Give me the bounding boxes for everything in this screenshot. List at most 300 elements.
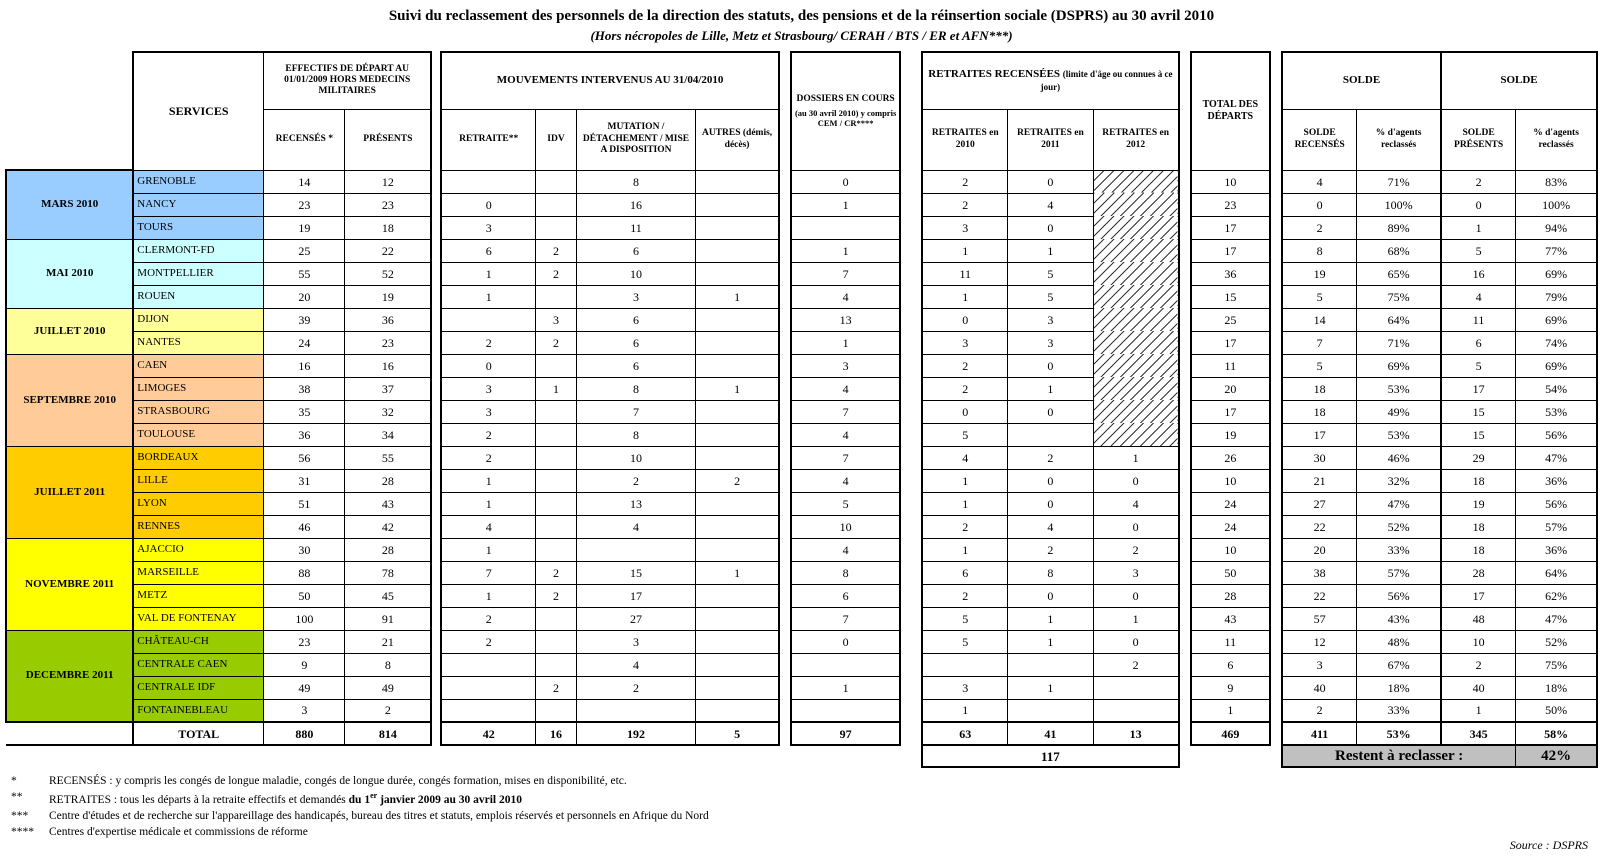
table-row bbox=[1282, 561, 1597, 584]
table-row bbox=[1191, 285, 1270, 308]
data-cell bbox=[536, 630, 577, 653]
data-cell: 100% bbox=[1357, 193, 1441, 216]
data-cell: 50 bbox=[1191, 561, 1270, 584]
data-cell: 1 bbox=[1093, 607, 1178, 630]
data-cell: 16 bbox=[345, 354, 431, 377]
footnote-text bbox=[49, 791, 522, 806]
data-cell: 18% bbox=[1516, 676, 1597, 699]
presents-column-header: PRÉSENTS bbox=[345, 109, 431, 170]
table-row bbox=[1191, 331, 1270, 354]
data-cell: 28 bbox=[1191, 584, 1270, 607]
data-cell: 20 bbox=[264, 285, 345, 308]
data-cell: 6 bbox=[576, 308, 695, 331]
data-cell: 11 bbox=[1441, 308, 1516, 331]
table-row bbox=[791, 308, 900, 331]
table-row bbox=[441, 400, 779, 423]
data-cell: 26 bbox=[1191, 446, 1270, 469]
data-cell: 49 bbox=[264, 676, 345, 699]
table-row bbox=[1191, 446, 1270, 469]
table-row bbox=[922, 216, 1178, 239]
table-row bbox=[1191, 699, 1270, 722]
data-cell: 37 bbox=[345, 377, 431, 400]
footnote-cerah bbox=[11, 810, 1598, 822]
retraites-total-row bbox=[922, 745, 1178, 767]
retraites-2010-column-header: RETRAITES en 2010 bbox=[922, 109, 1007, 170]
data-cell: 2 bbox=[1093, 538, 1178, 561]
data-cell bbox=[696, 308, 779, 331]
table-row bbox=[1191, 653, 1270, 676]
data-cell: 56 bbox=[264, 446, 345, 469]
hatched-cell bbox=[1093, 400, 1178, 423]
data-cell: 3 bbox=[922, 216, 1007, 239]
data-cell: 30 bbox=[1282, 446, 1357, 469]
service-cell: RENNES bbox=[133, 515, 263, 538]
data-cell: 17 bbox=[576, 584, 695, 607]
month-group-cell: MARS 2010 bbox=[6, 170, 133, 239]
data-cell: 4 bbox=[1008, 193, 1093, 216]
data-cell: 2 bbox=[922, 170, 1007, 193]
table-row bbox=[441, 699, 779, 722]
data-cell bbox=[441, 653, 535, 676]
hatched-cell bbox=[1093, 285, 1178, 308]
retraites-header-paren: (limite d'âge ou connues à ce jour) bbox=[1040, 68, 1173, 92]
data-cell: 192 bbox=[576, 722, 695, 745]
data-cell: 65% bbox=[1357, 262, 1441, 285]
data-cell: 56% bbox=[1516, 492, 1597, 515]
data-cell: 39 bbox=[264, 308, 345, 331]
data-cell: 7 bbox=[441, 561, 535, 584]
data-cell bbox=[696, 216, 779, 239]
data-cell: 1 bbox=[1093, 446, 1178, 469]
hatched-cell bbox=[1093, 308, 1178, 331]
table-row bbox=[922, 492, 1178, 515]
data-cell: 69% bbox=[1516, 308, 1597, 331]
table-row bbox=[922, 446, 1178, 469]
data-cell: 0 bbox=[1008, 400, 1093, 423]
table-row bbox=[441, 193, 779, 216]
data-cell: 11 bbox=[1191, 354, 1270, 377]
data-cell: 2 bbox=[922, 515, 1007, 538]
data-cell: 36% bbox=[1516, 469, 1597, 492]
data-cell: 27 bbox=[1282, 492, 1357, 515]
data-cell: 17 bbox=[1441, 584, 1516, 607]
data-cell: 2 bbox=[1282, 216, 1357, 239]
table-row bbox=[441, 607, 779, 630]
data-cell: 6 bbox=[791, 584, 900, 607]
service-cell: CENTRALE IDF bbox=[133, 676, 263, 699]
data-cell: 5 bbox=[696, 722, 779, 745]
data-cell: 3 bbox=[441, 377, 535, 400]
table-row bbox=[6, 354, 431, 377]
data-cell: 1 bbox=[441, 538, 535, 561]
data-cell: 2 bbox=[441, 331, 535, 354]
table-row bbox=[441, 354, 779, 377]
data-cell: 4 bbox=[791, 469, 900, 492]
table-row bbox=[6, 308, 431, 331]
table-row bbox=[441, 492, 779, 515]
data-cell: 1 bbox=[536, 377, 577, 400]
table-row bbox=[922, 607, 1178, 630]
data-cell: 15 bbox=[1191, 285, 1270, 308]
data-cell: 469 bbox=[1191, 722, 1270, 745]
data-cell: 20 bbox=[1191, 377, 1270, 400]
table-row bbox=[791, 561, 900, 584]
data-cell: 1 bbox=[441, 285, 535, 308]
data-cell: 2 bbox=[922, 584, 1007, 607]
data-cell bbox=[696, 170, 779, 193]
table-row bbox=[441, 561, 779, 584]
data-cell: 27 bbox=[576, 607, 695, 630]
table-row bbox=[6, 446, 431, 469]
data-cell: 1 bbox=[922, 285, 1007, 308]
data-cell: 52 bbox=[345, 262, 431, 285]
data-cell: 53% bbox=[1357, 423, 1441, 446]
data-cell: 1 bbox=[441, 492, 535, 515]
data-cell: 57% bbox=[1357, 561, 1441, 584]
table-row bbox=[441, 423, 779, 446]
data-cell: 55 bbox=[345, 446, 431, 469]
data-cell bbox=[576, 699, 695, 722]
table-row bbox=[791, 630, 900, 653]
data-cell: 50% bbox=[1516, 699, 1597, 722]
data-cell: 7 bbox=[791, 400, 900, 423]
footnote-text: Centre d'études et de recherche sur l'appareillage des handicapés, bureau des titres et statuts, emplois réservés et personnels en Afrique du Nord bbox=[49, 809, 709, 822]
data-cell: 20 bbox=[1282, 538, 1357, 561]
data-cell: 5 bbox=[1441, 239, 1516, 262]
data-cell: 2 bbox=[922, 377, 1007, 400]
total-row bbox=[791, 722, 900, 745]
data-cell: 16 bbox=[536, 722, 577, 745]
data-cell: 10 bbox=[1191, 469, 1270, 492]
data-cell bbox=[536, 538, 577, 561]
data-cell: 18 bbox=[1441, 538, 1516, 561]
data-cell: 68% bbox=[1357, 239, 1441, 262]
total-departs-column-header: TOTAL DES DÉPARTS bbox=[1191, 52, 1270, 170]
data-cell: 36 bbox=[264, 423, 345, 446]
data-cell: 75% bbox=[1516, 653, 1597, 676]
data-cell: 58% bbox=[1516, 722, 1597, 745]
data-cell: 18 bbox=[1282, 400, 1357, 423]
data-cell: 22 bbox=[1282, 584, 1357, 607]
pct-reclasses-recenses-column-header: % d'agents reclassés bbox=[1357, 109, 1441, 170]
data-cell: 97 bbox=[791, 722, 900, 745]
data-cell: 51 bbox=[264, 492, 345, 515]
data-cell: 4 bbox=[791, 377, 900, 400]
table-row bbox=[1191, 607, 1270, 630]
total-row bbox=[922, 722, 1178, 745]
footnote-cem bbox=[11, 826, 1598, 838]
data-cell: 3 bbox=[922, 676, 1007, 699]
service-cell: ROUEN bbox=[133, 285, 263, 308]
data-cell: 29 bbox=[1441, 446, 1516, 469]
data-cell: 40 bbox=[1441, 676, 1516, 699]
table-row bbox=[791, 607, 900, 630]
table-row bbox=[441, 446, 779, 469]
table-row bbox=[791, 331, 900, 354]
data-cell: 25 bbox=[1191, 308, 1270, 331]
data-cell: 28 bbox=[1441, 561, 1516, 584]
data-cell: 1 bbox=[791, 239, 900, 262]
table-row bbox=[1282, 262, 1597, 285]
service-cell: TOULOUSE bbox=[133, 423, 263, 446]
data-cell: 71% bbox=[1357, 331, 1441, 354]
data-cell: 2 bbox=[536, 561, 577, 584]
retraites-total-cell: 117 bbox=[922, 745, 1178, 767]
data-cell: 31 bbox=[264, 469, 345, 492]
data-cell: 34 bbox=[345, 423, 431, 446]
data-cell: 8 bbox=[345, 653, 431, 676]
table-row bbox=[922, 354, 1178, 377]
data-cell bbox=[536, 423, 577, 446]
data-cell: 1 bbox=[922, 469, 1007, 492]
idv-column-header: IDV bbox=[536, 109, 577, 170]
data-cell: 4 bbox=[441, 515, 535, 538]
table-row bbox=[791, 400, 900, 423]
service-cell: LIMOGES bbox=[133, 377, 263, 400]
table-row bbox=[1191, 400, 1270, 423]
table-row bbox=[1191, 377, 1270, 400]
data-cell: 67% bbox=[1357, 653, 1441, 676]
data-cell: 69% bbox=[1357, 354, 1441, 377]
data-cell: 0 bbox=[791, 170, 900, 193]
footnote-bold-post: janvier 2009 au 30 avril 2010 bbox=[377, 793, 522, 806]
data-cell: 2 bbox=[1441, 653, 1516, 676]
data-cell: 4 bbox=[791, 423, 900, 446]
data-cell: 53% bbox=[1357, 722, 1441, 745]
data-cell: 4 bbox=[576, 515, 695, 538]
data-cell: 4 bbox=[791, 538, 900, 561]
data-cell: 13 bbox=[791, 308, 900, 331]
footnote-recenses bbox=[11, 775, 1598, 787]
data-cell: 1 bbox=[1008, 630, 1093, 653]
total-row bbox=[6, 722, 431, 745]
data-cell: 42 bbox=[441, 722, 535, 745]
data-cell bbox=[1093, 676, 1178, 699]
service-cell: TOURS bbox=[133, 216, 263, 239]
service-cell: BORDEAUX bbox=[133, 446, 263, 469]
hatched-cell bbox=[1093, 170, 1178, 193]
data-cell: 1 bbox=[696, 377, 779, 400]
table-row bbox=[1191, 216, 1270, 239]
data-cell: 47% bbox=[1516, 607, 1597, 630]
month-group-cell: NOVEMBRE 2011 bbox=[6, 538, 133, 630]
data-cell: 10 bbox=[1441, 630, 1516, 653]
reclasser-row bbox=[1282, 745, 1597, 767]
data-cell: 64% bbox=[1516, 561, 1597, 584]
data-cell bbox=[536, 699, 577, 722]
data-cell: 38 bbox=[264, 377, 345, 400]
data-cell: 1 bbox=[791, 193, 900, 216]
table-row bbox=[441, 170, 779, 193]
table-row bbox=[791, 423, 900, 446]
data-cell: 21 bbox=[345, 630, 431, 653]
table-row bbox=[922, 584, 1178, 607]
data-cell: 4 bbox=[791, 285, 900, 308]
dossiers-header-title: DOSSIERS EN COURS bbox=[796, 94, 895, 105]
data-cell: 2 bbox=[1282, 699, 1357, 722]
table-row bbox=[1282, 607, 1597, 630]
table-row bbox=[6, 239, 431, 262]
table-row bbox=[441, 308, 779, 331]
data-cell: 2 bbox=[576, 676, 695, 699]
data-cell: 7 bbox=[1282, 331, 1357, 354]
data-cell: 46 bbox=[264, 515, 345, 538]
data-cell: 13 bbox=[576, 492, 695, 515]
table-row bbox=[1282, 699, 1597, 722]
data-cell: 2 bbox=[922, 354, 1007, 377]
table-row bbox=[922, 193, 1178, 216]
total-label: TOTAL bbox=[133, 722, 263, 745]
table-row bbox=[1282, 653, 1597, 676]
data-cell: 18% bbox=[1357, 676, 1441, 699]
solde-recenses-column-header: SOLDE RECENSÉS bbox=[1282, 109, 1357, 170]
service-cell: CENTRALE CAEN bbox=[133, 653, 263, 676]
data-cell: 2 bbox=[576, 469, 695, 492]
data-cell: 12 bbox=[1282, 630, 1357, 653]
data-cell: 1 bbox=[922, 239, 1007, 262]
data-cell: 78 bbox=[345, 561, 431, 584]
source-label: Source : DSPRS bbox=[1509, 838, 1588, 852]
data-cell: 33% bbox=[1357, 699, 1441, 722]
data-cell: 3 bbox=[576, 285, 695, 308]
table-row bbox=[1191, 193, 1270, 216]
table-row bbox=[791, 216, 900, 239]
data-cell: 4 bbox=[922, 446, 1007, 469]
data-cell: 49% bbox=[1357, 400, 1441, 423]
table-row bbox=[922, 469, 1178, 492]
data-cell: 1 bbox=[1191, 699, 1270, 722]
data-cell: 52% bbox=[1357, 515, 1441, 538]
table-row bbox=[6, 630, 431, 653]
data-cell: 40 bbox=[1282, 676, 1357, 699]
data-cell: 14 bbox=[1282, 308, 1357, 331]
service-cell: METZ bbox=[133, 584, 263, 607]
table-row bbox=[922, 653, 1178, 676]
data-cell: 3 bbox=[791, 354, 900, 377]
data-cell: 814 bbox=[345, 722, 431, 745]
table-row bbox=[1191, 584, 1270, 607]
data-cell bbox=[696, 446, 779, 469]
data-cell: 8 bbox=[576, 377, 695, 400]
table-row bbox=[1191, 676, 1270, 699]
data-cell: 50 bbox=[264, 584, 345, 607]
footnote-text-bold bbox=[348, 791, 522, 806]
data-cell: 5 bbox=[791, 492, 900, 515]
table-row bbox=[791, 285, 900, 308]
data-cell bbox=[696, 492, 779, 515]
recenses-column-header: RECENSÉS * bbox=[264, 109, 345, 170]
data-cell: 2 bbox=[922, 193, 1007, 216]
retraites-group-header bbox=[922, 52, 1178, 109]
reclasser-label: Restent à reclasser : bbox=[1282, 745, 1516, 767]
data-cell bbox=[1008, 423, 1093, 446]
data-cell: 2 bbox=[536, 331, 577, 354]
table-row bbox=[1191, 262, 1270, 285]
data-cell bbox=[536, 216, 577, 239]
table-area bbox=[5, 51, 1598, 768]
total-row bbox=[441, 722, 779, 745]
table-row bbox=[791, 446, 900, 469]
data-cell: 10 bbox=[576, 446, 695, 469]
data-cell: 100% bbox=[1516, 193, 1597, 216]
data-cell: 2 bbox=[441, 423, 535, 446]
page-title: Suivi du reclassement des personnels de la direction des statuts, des pensions et de la réinsertion sociale (DSPRS) au 30 avril 2010 bbox=[388, 8, 1215, 24]
data-cell bbox=[576, 538, 695, 561]
table-row bbox=[791, 492, 900, 515]
data-cell: 52% bbox=[1516, 630, 1597, 653]
table-row bbox=[1282, 538, 1597, 561]
table-row bbox=[922, 400, 1178, 423]
data-cell: 53% bbox=[1516, 400, 1597, 423]
table-row bbox=[441, 538, 779, 561]
data-cell: 2 bbox=[536, 239, 577, 262]
data-cell: 0 bbox=[1441, 193, 1516, 216]
footnote-bold-pre: du 1 bbox=[348, 793, 371, 806]
table-row bbox=[791, 515, 900, 538]
table-row bbox=[441, 377, 779, 400]
table-row bbox=[441, 262, 779, 285]
data-cell: 11 bbox=[922, 262, 1007, 285]
total-row bbox=[1191, 722, 1270, 745]
table-row bbox=[922, 308, 1178, 331]
retraites-2012-column-header: RETRAITES en 2012 bbox=[1093, 109, 1178, 170]
table-row bbox=[1191, 423, 1270, 446]
data-cell: 19 bbox=[1191, 423, 1270, 446]
data-cell: 53% bbox=[1357, 377, 1441, 400]
data-cell: 3 bbox=[1008, 331, 1093, 354]
data-cell: 1 bbox=[791, 676, 900, 699]
data-cell: 17 bbox=[1191, 239, 1270, 262]
service-cell: MARSEILLE bbox=[133, 561, 263, 584]
data-cell: 16 bbox=[576, 193, 695, 216]
hatched-cell bbox=[1093, 423, 1178, 446]
data-cell: 47% bbox=[1357, 492, 1441, 515]
table-row bbox=[922, 561, 1178, 584]
data-cell: 1 bbox=[1008, 676, 1093, 699]
retraites-2011-column-header: RETRAITES en 2011 bbox=[1008, 109, 1093, 170]
table-row bbox=[1191, 630, 1270, 653]
data-cell: 21 bbox=[1282, 469, 1357, 492]
table-row bbox=[922, 699, 1178, 722]
table-row bbox=[1282, 285, 1597, 308]
data-cell: 1 bbox=[922, 538, 1007, 561]
table-row bbox=[441, 216, 779, 239]
data-cell: 0 bbox=[1093, 515, 1178, 538]
services-effectifs-table bbox=[5, 51, 432, 746]
table-row bbox=[791, 170, 900, 193]
data-cell: 10 bbox=[1191, 170, 1270, 193]
table-row bbox=[441, 584, 779, 607]
table-row bbox=[922, 377, 1178, 400]
table-row bbox=[1191, 239, 1270, 262]
table-row bbox=[922, 262, 1178, 285]
data-cell: 0 bbox=[441, 354, 535, 377]
service-cell: LYON bbox=[133, 492, 263, 515]
data-cell bbox=[696, 653, 779, 676]
autres-column-header: AUTRES (démis, décès) bbox=[696, 109, 779, 170]
data-cell: 23 bbox=[345, 193, 431, 216]
data-cell: 23 bbox=[1191, 193, 1270, 216]
data-cell: 6 bbox=[576, 354, 695, 377]
data-cell: 2 bbox=[441, 446, 535, 469]
dossiers-table bbox=[790, 51, 901, 746]
data-cell: 2 bbox=[441, 630, 535, 653]
data-cell: 5 bbox=[1008, 262, 1093, 285]
data-cell: 23 bbox=[264, 193, 345, 216]
data-cell: 1 bbox=[1441, 216, 1516, 239]
service-cell: FONTAINEBLEAU bbox=[133, 699, 263, 722]
data-cell: 5 bbox=[1282, 285, 1357, 308]
